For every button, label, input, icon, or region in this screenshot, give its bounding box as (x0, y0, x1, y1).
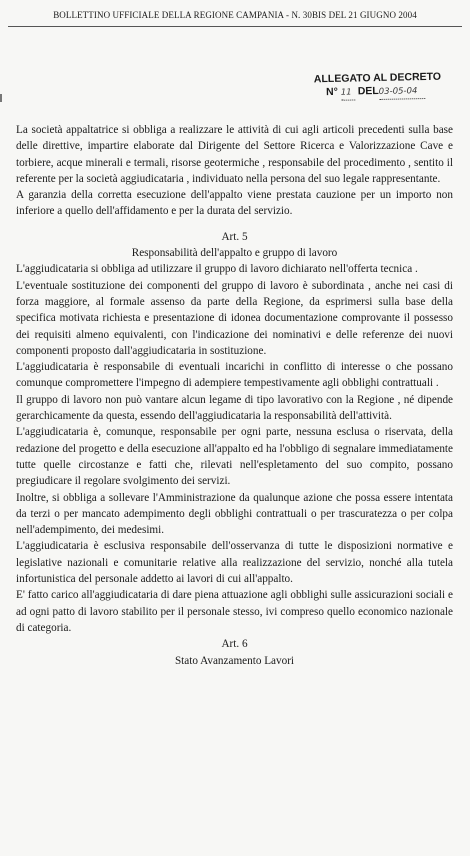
bulletin-header: BOLLETTINO UFFICIALE DELLA REGIONE CAMPANIA - N. 30BIS DEL 21 GIUGNO 2004 (53, 10, 417, 20)
paragraph: L'aggiudicataria si obbliga ad utilizzare il gruppo di lavoro dichiarato nell'offerta tecnica . (16, 263, 418, 276)
article-title: Stato Avanzamento Lavori (174, 654, 295, 667)
header-divider (8, 26, 462, 27)
paragraph: L'eventuale sostituzione dei componenti del gruppo di lavoro è subordinata , anche nei casi di forza maggiore, al formale assenso da parte della Regione, da esprimersi sulla base della specifica motivata richiesta e presentazione di idonea documentazione comprovante il possesso dei requisiti almeno equivalenti, con l'indicazione dei nominativi e delle referenze dei nuovi componenti proposto dall'aggiudicataria in sostituzione. (16, 279, 453, 357)
paragraph: Il gruppo di lavoro non può vantare alcun legame di tipo lavorativo con la Regione , né dipende gerarchicamente da questa, essendo dell'aggiudicataria la responsabilità dell'attività. (16, 393, 453, 423)
paragraph: A garanzia della corretta esecuzione dell'appalto viene prestata cauzione per un importo non inferiore a quello dell'affidamento e per la durata del servizio. (16, 189, 453, 218)
document-body (16, 122, 453, 669)
stamp-number-line (314, 84, 441, 102)
stamp-number-label: N° (325, 85, 339, 99)
paragraph: E' fatto carico all'aggiudicataria di dare piena attuazione agli obblighi sulle assicurazioni sociali e ad ogni patto di lavoro stabilito per il personale stesso, ivi compreso quello economico nazionale di categoria. (16, 589, 453, 634)
paragraph: Inoltre, si obbliga a sollevare l'Amministrazione da qualunque azione che possa essere intentata da terzi o per mancato adempimento degli obblighi contrattuali o per trascuratezza o per colpa nell'adempimento, dei medesimi. (16, 491, 453, 537)
stamp-date-label: DEL (357, 84, 379, 98)
paragraph: La società appaltatrice si obbliga a realizzare le attività di cui agli articoli precedenti sulla base delle direttive, impartire elaborate dal Dirigente del Settore Ricerca e Valorizzazione Cave e torbiere, acque minerali e termali, risorse geotermiche , responsabile del procedimento , sentito il referente per la società aggiudicataria , individuato nella persona del suo legale rappresentante. (16, 124, 453, 185)
stamp-date-value: 03-05-04 (379, 85, 425, 100)
decree-stamp (314, 71, 442, 102)
article-heading: Art. 5 (221, 230, 248, 243)
stamp-title: ALLEGATO AL DECRETO (313, 70, 442, 86)
paragraph: L'aggiudicataria è, comunque, responsabile per ogni parte, nessuna esclusa o riservata, della redazione del progetto e della esecuzione all'appalto ed ha l'obbligo di segnalare immediatamente tutte quelle circostanze e fatti che, rilevati nell'espletamento del suo compito, possano pregiudicare il regolare svolgimento dei servizi. (16, 426, 453, 488)
stamp-number-value: 11 (341, 86, 355, 100)
paragraph: L'aggiudicataria è responsabile di eventuali incarichi in conflitto di interesse o che possano comunque compromettere l'impegno di adempiere tempestivamente agli obblighi contrattuali . (16, 361, 453, 390)
article-title: Responsabilità dell'appalto e gruppo di lavoro (131, 247, 338, 260)
article-heading: Art. 6 (221, 638, 248, 651)
paragraph: L'aggiudicataria è esclusiva responsabile dell'osservanza di tutte le disposizioni normative e legislative nazionali e comunitarie relative alla realizzazione del servizio, nonché alla tutela infortunistica del personale addetto ai lavori di cui all'appalto. (16, 540, 453, 586)
margin-mark (0, 94, 2, 102)
